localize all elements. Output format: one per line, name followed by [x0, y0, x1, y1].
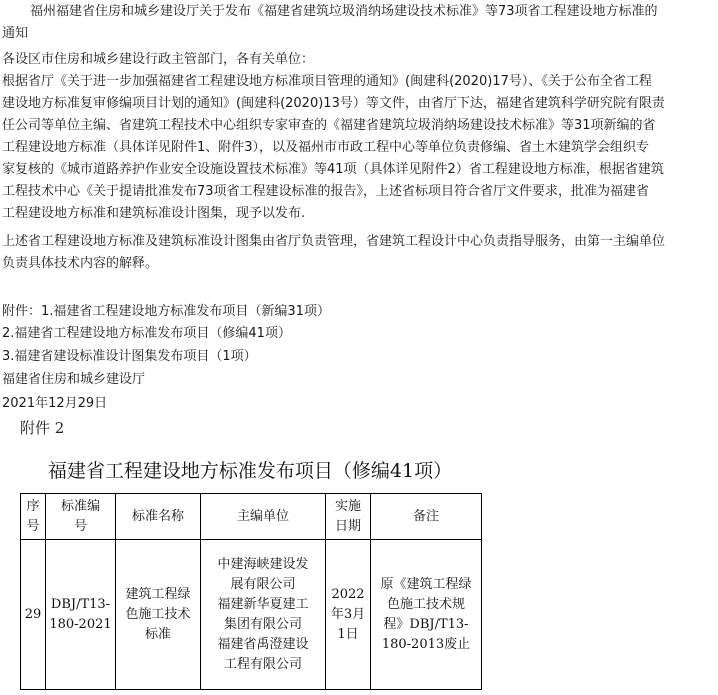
cell-org-line: 集团有限公司	[223, 616, 302, 632]
date-line: 2021年12月29日	[2, 396, 108, 411]
issuer-line: 福建省住房和城乡建设厅	[2, 372, 146, 387]
header-date	[326, 494, 371, 540]
cell-code-line: 180-2021	[49, 616, 112, 632]
attachment-label: 附件 2	[20, 419, 65, 437]
notice-title-line-2: 通知	[2, 26, 29, 41]
body-line: 工程建设地方标准（具体详见附件1、附件3），以及福州市市政工程中心等单位负责修编、省土木建筑学会组织专	[2, 140, 650, 155]
header-code-line: 标准编	[60, 498, 100, 514]
body-line: 工程建设地方标准和建筑标准设计图集，现予以发布.	[2, 206, 306, 221]
header-note	[371, 494, 482, 540]
header-code	[46, 494, 116, 540]
header-seq-line: 序	[26, 498, 40, 514]
standards-table	[20, 493, 482, 690]
cell-org-line: 福建省禹澄建设	[217, 636, 309, 652]
cell-note	[371, 540, 482, 690]
header-seq	[21, 494, 46, 540]
cell-org-line: 福建新华夏建工	[217, 596, 309, 612]
cell-note-line: 程》DBJ/T13-	[383, 616, 469, 632]
cell-date-line: 2022	[331, 586, 365, 602]
body-line: 建设地方标准复审修编项目计划的通知》(闽建科(2020)13号）等文件，由省厅下达，福建省建筑科学研究院有限责	[2, 96, 665, 111]
cell-name	[116, 540, 201, 690]
cell-date	[326, 540, 371, 690]
addressee-line: 各设区市住房和城乡建设行政主管部门，各有关单位：	[2, 52, 315, 67]
cell-org	[201, 540, 326, 690]
cell-note-line: 色施工技术规	[386, 596, 465, 612]
body-line: 负责具体技术内容的解释。	[2, 256, 159, 271]
table-title: 福建省工程建设地方标准发布项目（修编41项）	[47, 460, 453, 482]
cell-seq: 29	[21, 540, 46, 690]
attachment-list-item: 3.福建省建设标准设计图集发布项目（1项）	[2, 349, 257, 364]
header-org	[201, 494, 326, 540]
cell-code	[46, 540, 116, 690]
body-line: 家复核的《城市道路养护作业安全设施设置技术标准》等41项（具体详见附件2）省工程建设地方标准，根据省建筑	[2, 162, 664, 177]
cell-name-line: 标准	[144, 626, 171, 642]
table-row	[21, 540, 482, 690]
body-line: 根据省厅《关于进一步加强福建省工程建设地方标准项目管理的通知》(闽建科(2020)17号）、《关于公布全省工程	[2, 74, 652, 89]
header-name	[116, 494, 201, 540]
cell-date-line: 1日	[337, 626, 359, 642]
attachment-list-item: 2.福建省工程建设地方标准发布项目（修编41项）	[2, 326, 291, 341]
attachment-list-item: 附件：1.福建省工程建设地方标准发布项目（新编31项）	[2, 304, 330, 319]
notice-title-line-1: 福州福建省住房和城乡建设厅关于发布《福建省建筑垃圾消纳场建设技术标准》等73项省工程建设地方标准的	[30, 4, 658, 19]
body-line: 上述省工程建设地方标准及建筑标准设计图集由省厅负责管理，省建筑工程设计中心负责指导服务，由第一主编单位	[2, 234, 666, 249]
cell-note-line: 180-2013废止	[381, 636, 471, 652]
cell-code-line: DBJ/T13-	[50, 596, 111, 612]
header-date-line: 日期	[334, 518, 361, 534]
table-header-row	[21, 494, 482, 540]
cell-org-line: 工程有限公司	[223, 656, 302, 672]
header-name-line: 标准名称	[131, 508, 184, 524]
cell-note-line: 原《建筑工程绿	[380, 576, 472, 592]
body-line: 工程技术中心《关于提请批准发布73项省工程建设标准的报告》，上述省标项目符合省厅文件要求，批准为福建省	[2, 184, 650, 199]
header-code-line: 号	[73, 518, 87, 534]
header-note-line: 备注	[412, 508, 439, 524]
cell-org-line: 展有限公司	[230, 576, 296, 592]
header-seq-line: 号	[26, 518, 40, 534]
cell-org-line: 中建海峡建设发	[217, 556, 309, 572]
header-date-line: 实施	[334, 498, 361, 514]
header-org-line: 主编单位	[236, 508, 289, 524]
body-line: 任公司等单位主编、省建筑工程技术中心组织专家审查的《福建省建筑垃圾消纳场建设技术标准》等31项新编的省	[2, 118, 656, 133]
cell-name-line: 色施工技术	[125, 606, 191, 622]
cell-name-line: 建筑工程绿	[125, 586, 191, 602]
cell-date-line: 年3月	[330, 606, 366, 622]
